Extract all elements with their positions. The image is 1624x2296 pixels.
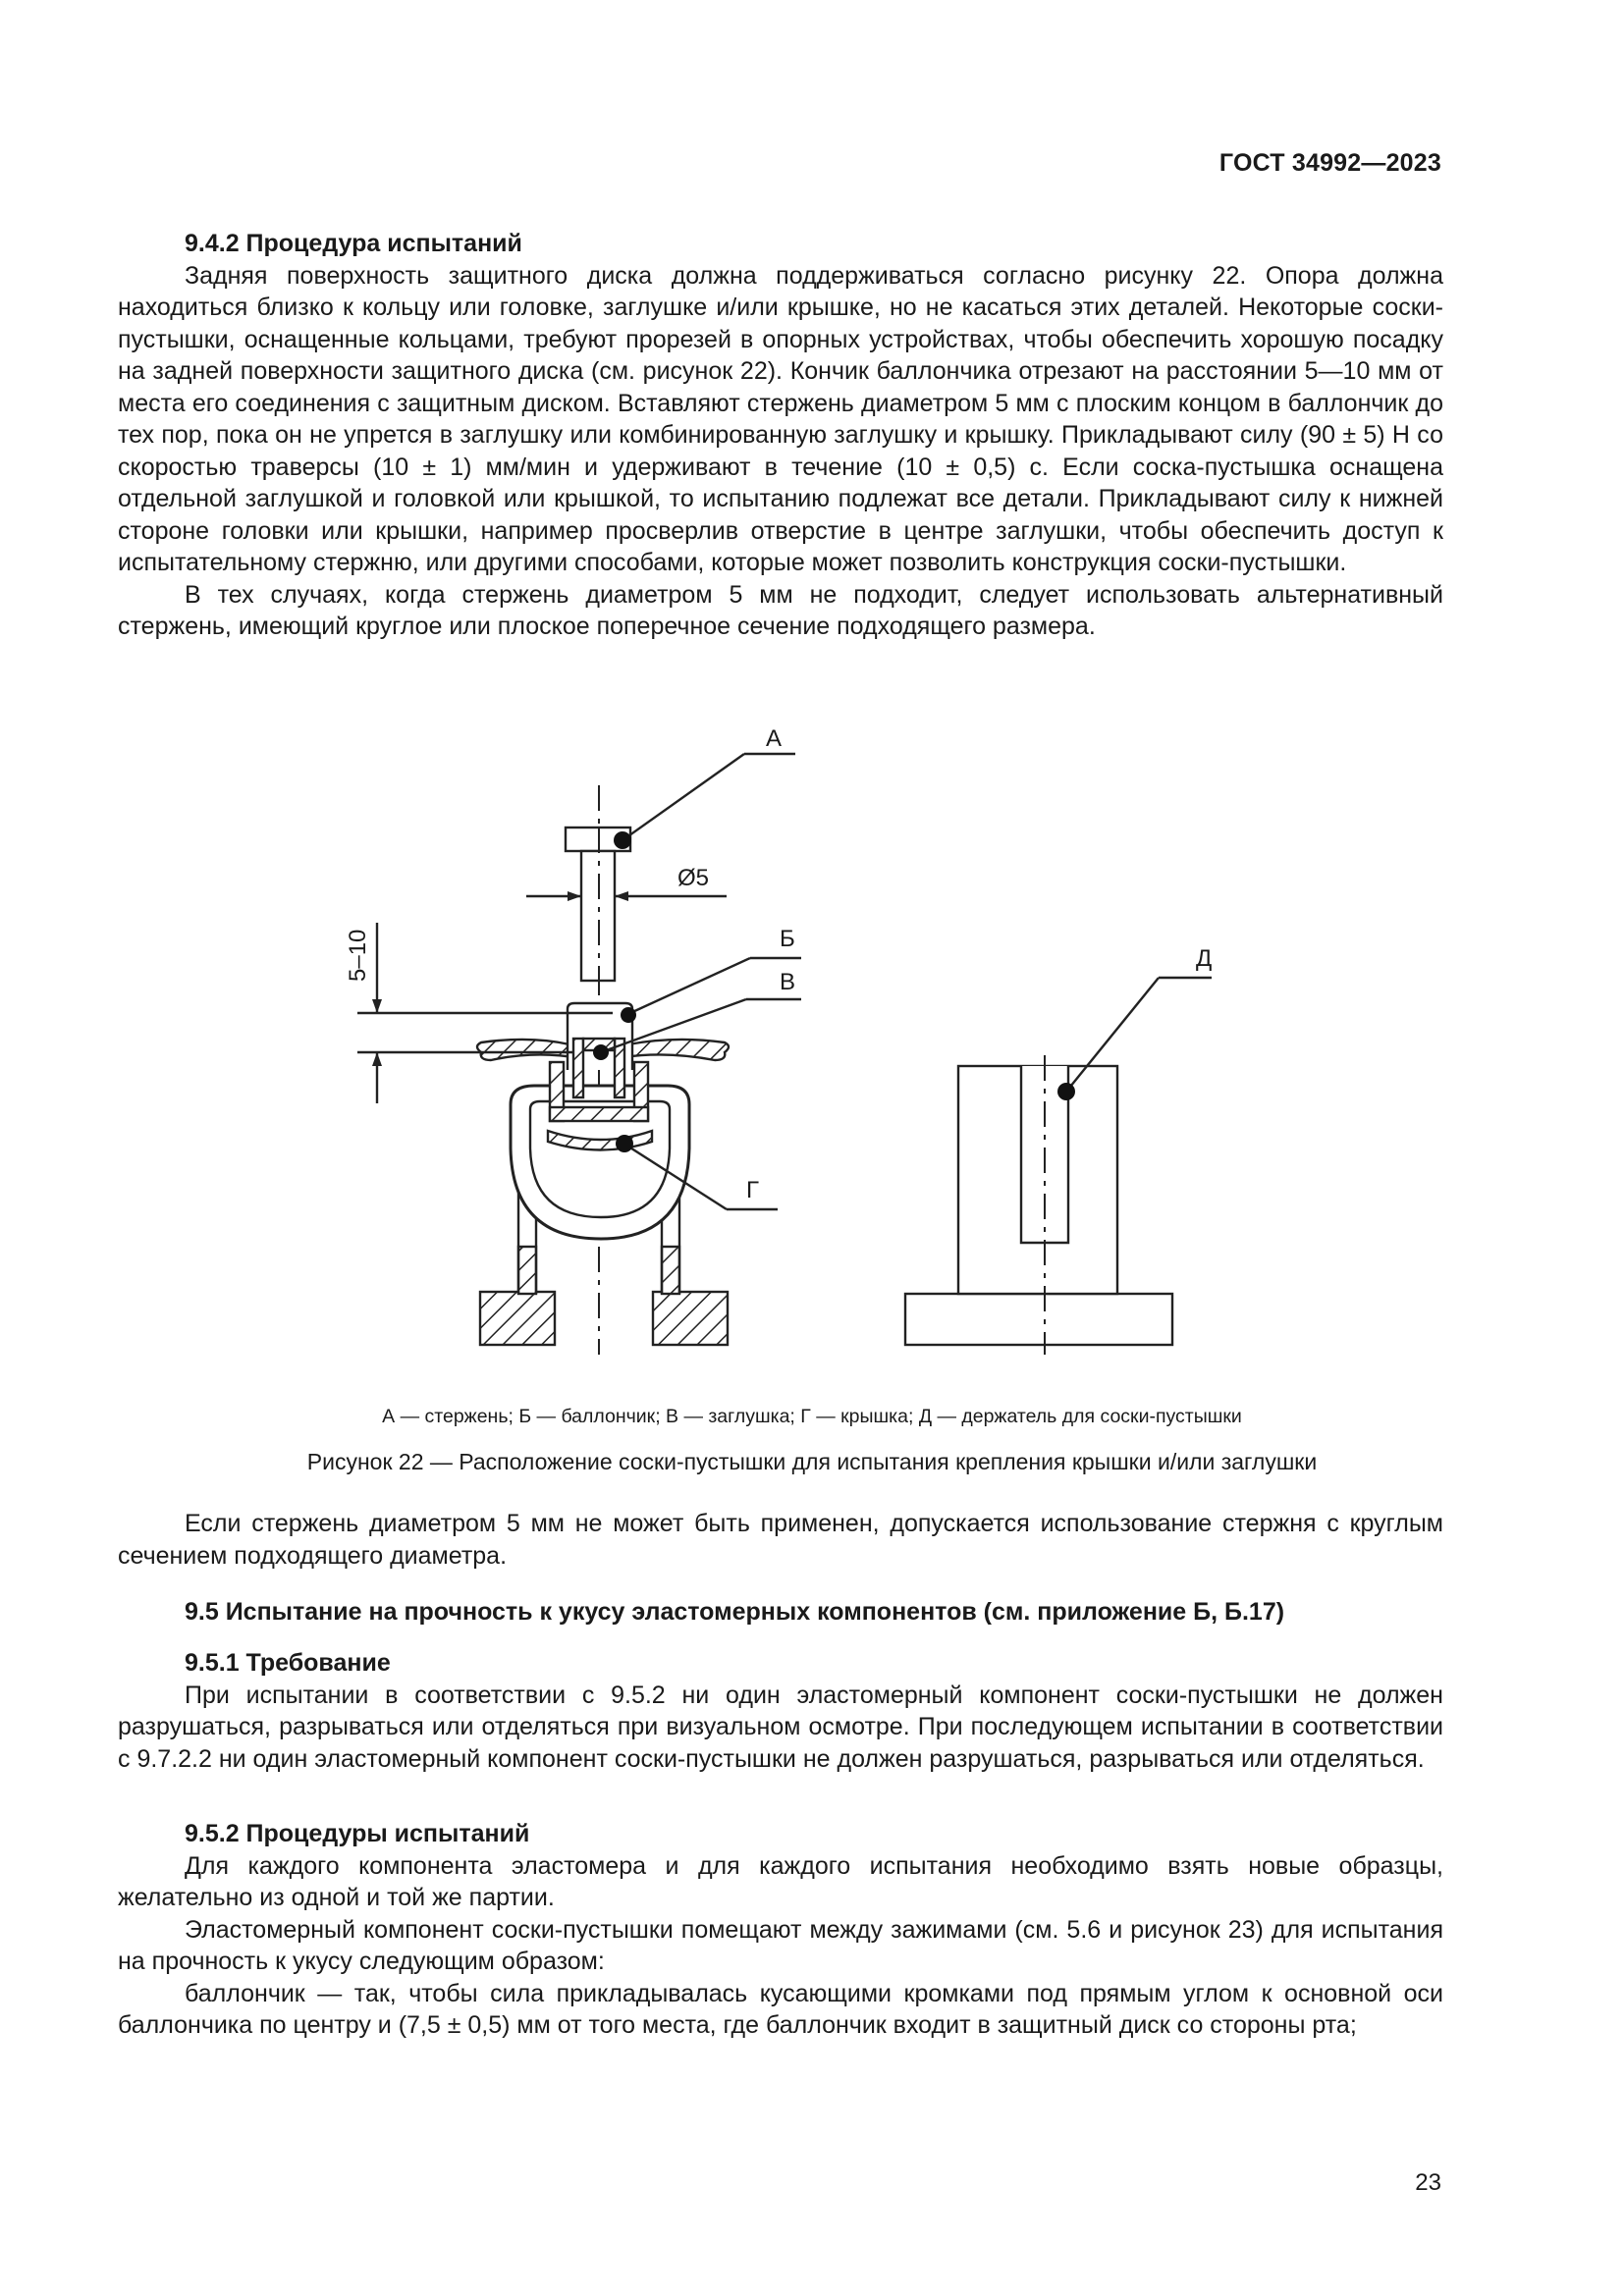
leader-line-a (623, 754, 744, 840)
teat-wall-left (573, 1039, 583, 1097)
label-a: А (766, 725, 783, 752)
dim-diameter-label: Ø5 (677, 865, 710, 891)
support-flange-left (480, 1292, 555, 1345)
dim-cut-label: 5–10 (345, 929, 371, 982)
section-heading: 9.5.1 Требование (185, 1649, 391, 1677)
support-wall-right (662, 1247, 679, 1294)
support-flange-right (653, 1292, 728, 1345)
callout-dot-b (621, 1007, 636, 1023)
dim-arrow (372, 1052, 382, 1066)
paragraph: В тех случаях, когда стержень диаметром 5 мм не подходит, следует использовать альтернативный стержень, имеющий круглое или плоское поперечное сечение подходящего размера. (118, 580, 1443, 640)
shield-disc-right (619, 1040, 729, 1060)
dim-arrow (372, 999, 382, 1013)
rod-body (581, 851, 615, 981)
paragraph: Задняя поверхность защитного диска должна поддерживаться согласно рисунку 22. Опора должна находиться близко к кольцу или головке, заглушке и/или крышке, но не касаться этих деталей. Некоторые соски-пустышки, оснащенные кольцами, требуют прорезей в опорных устройствах, чтобы обеспечить хорошую посадку на задней поверхности защитного диска (см. рисунок 22). Кончик баллончика отрезают на расстоянии 5—10 мм от места его соединения с защитным диском. Вставляют стержень диаметром 5 мм с плоским концом в баллончик до тех пор, пока он не упрется в заглушку или комбинированную заглушку и крышку. Прикладывают силу (90 ± 5) Н со скоростью траверсы (10 ± 1) мм/мин и удерживают в течение (10 ± 0,5) с. Если соска-пустышка оснащена отдельной заглушкой и головкой или крышкой, то испытанию подлежат все детали. Прикладывают силу к нижней стороне головки или крышки, например просверлив отверстие в центре заглушки, чтобы обеспечить доступ к испытательному стержню, или другими способами, которые может позволить конструкция соски-пустышки. (118, 261, 1443, 576)
callout-dot-d (1057, 1083, 1075, 1100)
section-9-5-1 (118, 1647, 1443, 1775)
paragraph: Для каждого компонента эластомера и для каждого испытания необходимо взять новые образцы, желательно из одной и той же партии. (118, 1851, 1443, 1911)
section-heading: 9.5.2 Процедуры испытаний (185, 1820, 530, 1847)
support-wall-left (518, 1247, 536, 1294)
paragraph: баллончик — так, чтобы сила прикладывалась кусающими кромками под прямым углом к основной оси баллончика по центру и (7,5 ± 0,5) мм от того места, где баллончик входит в защитный диск со стороны рта; (118, 1979, 1443, 2039)
callout-dot-v (593, 1044, 609, 1060)
label-v: В (780, 969, 796, 995)
dim-arrow (568, 891, 581, 901)
paragraph: Если стержень диаметром 5 мм не может быть применен, допускается использование стержня с круглым сечением подходящего диаметра. (118, 1510, 1443, 1570)
section-heading: 9.5 Испытание на прочность к укусу эластомерных компонентов (см. приложение Б, Б.17) (185, 1598, 1285, 1626)
dim-arrow (615, 891, 628, 901)
label-b: Б (780, 926, 795, 952)
section-9-5-2 (118, 1818, 1443, 2042)
label-g: Г (746, 1177, 759, 1203)
paragraph: При испытании в соответствии с 9.5.2 ни один эластомерный компонент соски-пустышки не должен разрушаться, разрываться или отделяться при визуальном осмотре. При последующем испытании в соответствии с 9.7.2.2 ни один эластомерный компонент соски-пустышки не должен разрушаться, разрываться или отделяться. (118, 1681, 1443, 1773)
page-number: 23 (1415, 2169, 1441, 2196)
document-id: ГОСТ 34992—2023 (1218, 149, 1441, 177)
paragraph-after-figure (118, 1508, 1443, 1572)
figure-caption: Рисунок 22 — Расположение соски-пустышки для испытания крепления крышки и/или заглушки (306, 1449, 1318, 1474)
callout-dot-a (614, 831, 631, 849)
paragraph: Эластомерный компонент соски-пустышки помещают между зажимами (см. 5.6 и рисунок 23) для испытания на прочность к укусу следующим образом: (118, 1915, 1443, 1975)
section-9-5 (118, 1596, 1443, 1629)
label-d: Д (1196, 945, 1213, 972)
figure-legend: А — стержень; Б — баллончик; В — заглушка; Г — крышка; Д — держатель для соски-пустышки (382, 1406, 1242, 1427)
shield-disc-left (477, 1040, 579, 1060)
section-heading: 9.4.2 Процедура испытаний (185, 230, 522, 257)
holder-base (905, 1294, 1172, 1345)
callout-dot-g (616, 1135, 633, 1152)
